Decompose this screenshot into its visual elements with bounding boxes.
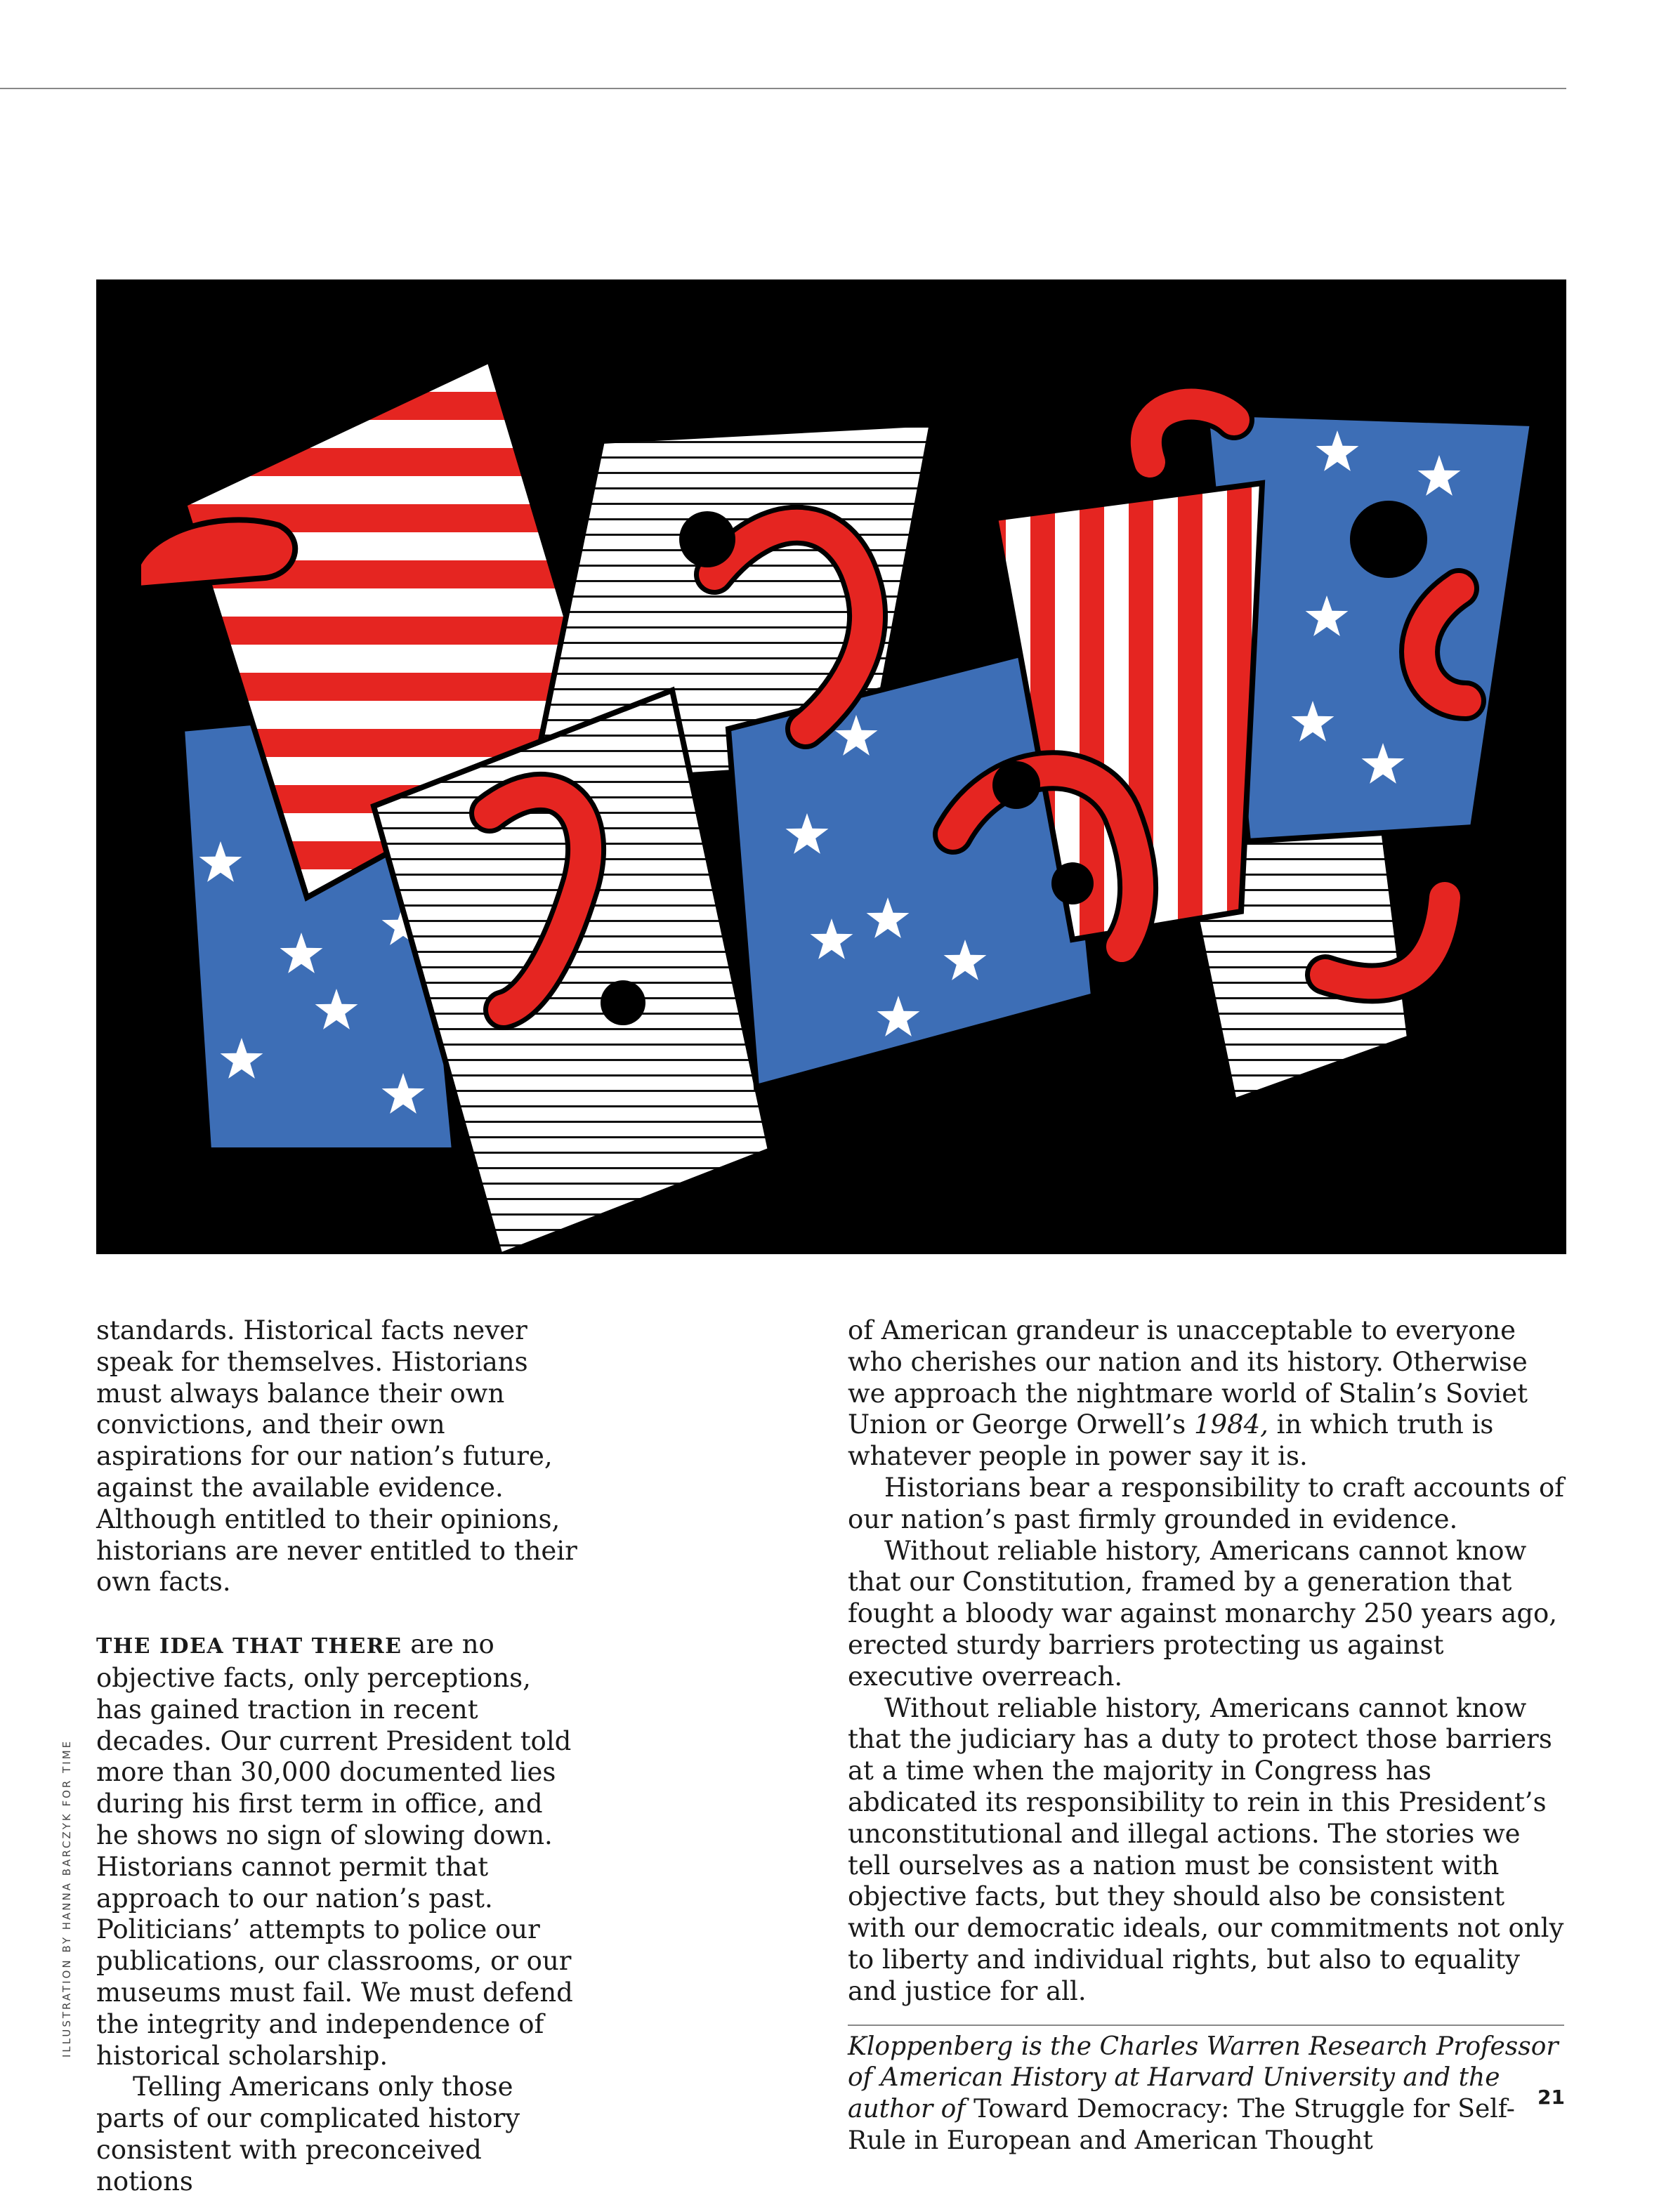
author-bio bbox=[848, 2032, 1568, 2157]
left-paragraph-2-text: are no objective facts, only perceptions, has gained traction in recent decades. Our current President told more than 30,000 documented lies during his first term in office, and he shows no sign of slowing down. Historians cannot permit that approach to our nation’s past. Politicians’ attempts to police our publications, our classrooms, or our museums must fail. We must defend the integrity and independence of historical scholarship. bbox=[96, 1629, 573, 2071]
flag-serpent-illustration bbox=[96, 279, 1566, 1254]
illustration-credit: ILLUSTRATION BY HANNA BARCZYK FOR TIME bbox=[60, 1739, 73, 2058]
author-book-title: Toward Democracy: The Struggle for Self-Rule in European and American Thought bbox=[848, 2095, 1515, 2155]
left-paragraph-3: Telling Americans only those parts of our complicated history consistent with preconceived notions bbox=[96, 2072, 520, 2197]
right-paragraph-2: Historians bear a responsibility to craft accounts of our nation’s past firmly grounded in evidence. bbox=[848, 1472, 1564, 1534]
lead-in-small-caps: THE IDEA THAT THERE bbox=[96, 1634, 402, 1659]
left-paragraph-1: standards. Historical facts never speak for themselves. Historians must always balance their own convictions, and their own aspirations for our nation’s future, against the available evidence. Although entitled to their opinions, historians are never entitled to their own facts. bbox=[96, 1315, 577, 1598]
left-paragraph-2 bbox=[96, 1629, 581, 2072]
right-paragraph-4: Without reliable history, Americans cannot know that the judiciary has a duty to protect those barriers at a time when the majority in Congress has abdicated its responsibility to rein in this President’s unconstitutional and illegal actions. The stories we tell ourselves as a nation must be consistent with objective facts, but they should also be consistent with our democratic ideals, our commitments not only to liberty and individual rights, but also to equality and justice for all. bbox=[848, 1692, 1564, 2006]
right-paragraph-1-b: in which truth is whatever people in power say it is. bbox=[848, 1409, 1494, 1472]
page-number: 21 bbox=[1537, 2086, 1565, 2109]
right-paragraph-3: Without reliable history, Americans cannot know that our Constitution, framed by a generation that fought a bloody war against monarchy 250 years ago, erected sturdy barriers protecting us against executive overreach. bbox=[848, 1535, 1558, 1692]
right-paragraph-1-a: of American grandeur is unacceptable to everyone who cherishes our nation and its history. Otherwise we approach the nightmare world of Stalin’s Soviet Union or George Orwell’s bbox=[848, 1315, 1528, 1440]
right-column bbox=[848, 1315, 1568, 2157]
author-bio-italic: Kloppenberg is the Charles Warren Research Professor of American History at Harvard University and the author of bbox=[848, 2032, 1559, 2124]
top-rule bbox=[0, 88, 1566, 89]
right-paragraph-1 bbox=[848, 1315, 1568, 1473]
bio-rule bbox=[848, 2025, 1564, 2026]
left-column bbox=[96, 1315, 581, 2198]
book-title-1984: 1984, bbox=[1193, 1409, 1268, 1440]
